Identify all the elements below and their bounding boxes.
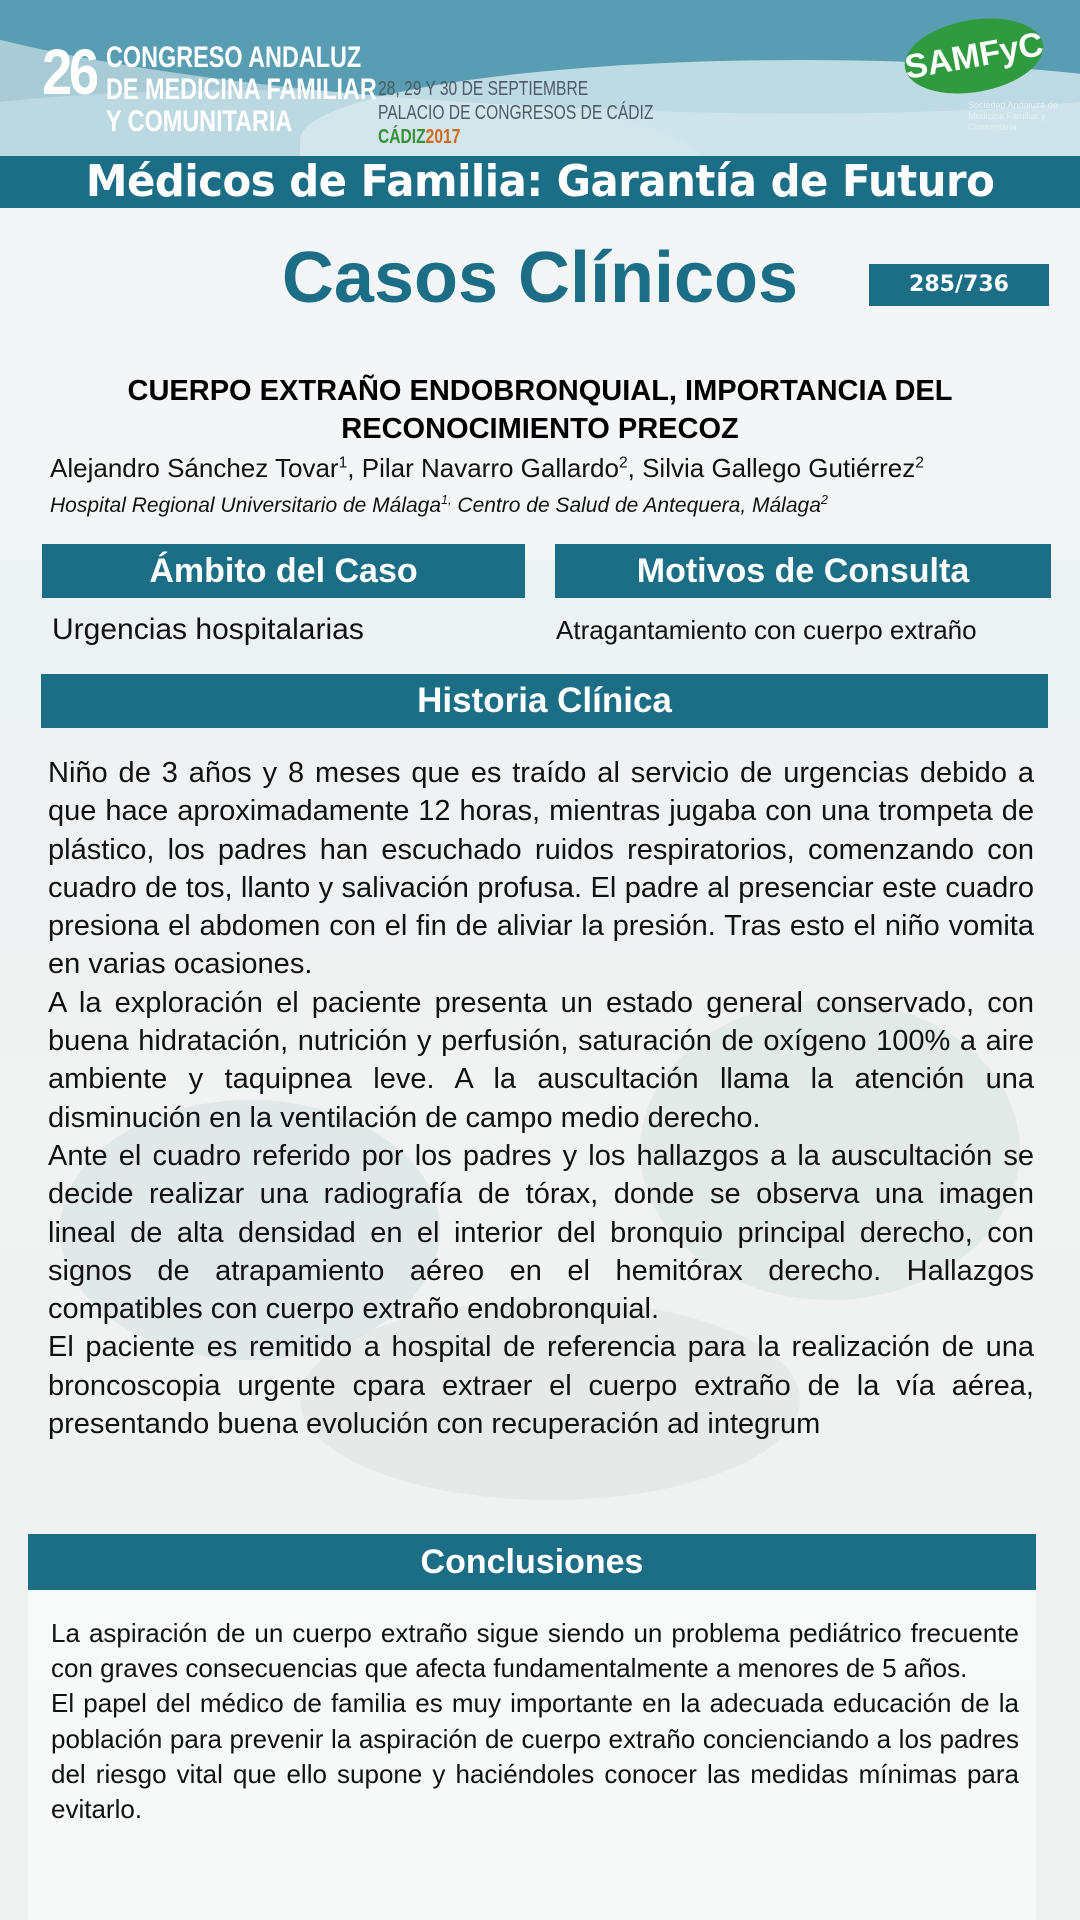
case-id-badge: 285/736	[869, 264, 1049, 306]
samfyc-logo: SAMFyC	[899, 8, 1049, 103]
slogan-banner: Médicos de Familia: Garantía de Futuro	[0, 156, 1080, 208]
ambito-value: Urgencias hospitalarias	[52, 613, 364, 646]
historia-body	[48, 754, 1034, 1443]
edition-number: 26	[42, 36, 96, 108]
case-title: CUERPO EXTRAÑO ENDOBRONQUIAL, IMPORTANCIA DEL RECONOCIMIENTO PRECOZ	[127, 375, 953, 445]
historia-heading: Historia Clínica	[41, 674, 1048, 728]
ambito-heading: Ámbito del Caso	[42, 544, 525, 598]
conclusiones-body	[51, 1616, 1019, 1827]
conclusiones-paragraph: El papel del médico de familia es muy importante en la adecuada educación de la población para prevenir la aspiración de cuerpo extraño concienciando a los padres del riesgo vital que ello supone y haciéndoles conocer las medidas mínimas para evitarlo.	[51, 1688, 1019, 1825]
congress-name: CONGRESO ANDALUZ DE MEDICINA FAMILIAR Y COMUNITARIA	[106, 41, 377, 138]
historia-paragraph: A la exploración el paciente presenta un estado general conservado, con buena hidratación, nutrición y perfusión, saturación de oxígeno 100% a aire ambiente y taquipnea leve. A la auscultación llama la atención una disminución en la ventilación de campo medio derecho.	[48, 986, 1034, 1134]
samfyc-subtitle: Sociedad Andaluza de Medicina Familiar y Comunitaria	[968, 100, 1058, 132]
conclusiones-paragraph: La aspiración de un cuerpo extraño sigue siendo un problema pediátrico frecuente con graves consecuencias que afecta fundamentalmente a menores de 5 años.	[51, 1618, 1019, 1684]
city-year: CÁDIZ2017	[378, 126, 461, 148]
motivos-heading: Motivos de Consulta	[555, 544, 1051, 598]
conclusiones-heading: Conclusiones	[28, 1534, 1036, 1590]
historia-paragraph: Ante el cuadro referido por los padres y los hallazgos a la auscultación se decide realizar una radiografía de tórax, donde se observa una imagen lineal de alta densidad en el interior del bronquio principal derecho, con signos de atrapamiento aéreo en el hemitórax derecho. Hallazgos compatibles con cuerpo extraño endobronquial.	[48, 1139, 1034, 1326]
motivos-value: Atragantamiento con cuerpo extraño	[556, 615, 977, 645]
congress-dates: 28, 29 Y 30 DE SEPTIEMBRE PALACIO DE CONGRESOS DE CÁDIZ CÁDIZ2017	[378, 78, 654, 148]
page-title: Casos Clínicos	[281, 238, 799, 318]
historia-paragraph: Niño de 3 años y 8 meses que es traído al servicio de urgencias debido a que hace aproximadamente 12 horas, mientras jugaba con una trompeta de plástico, los padres han escuchado ruidos respiratorios, comenzando con cuadro de tos, llanto y salivación profusa. El padre al presenciar este cuadro presiona el abdomen con el fin de aliviar la presión. Tras esto el niño vomita en varias ocasiones.	[48, 757, 1034, 981]
authors-line: Alejandro Sánchez Tovar$^1$, Pilar Navarro Gallardo$^2$, Silvia Gallego Gutiérrez$^2$	[50, 453, 924, 483]
affiliations-line: Hospital Regional Universitario de Málaga$^{1,}$ Centro de Salud de Antequera, Málaga$^2$	[50, 493, 828, 517]
historia-paragraph: El paciente es remitido a hospital de referencia para la realización de una broncoscopia urgente cpara extraer el cuerpo extraño de la vía aérea, presentando buena evolución con recuperación ad integrum	[48, 1331, 1034, 1441]
